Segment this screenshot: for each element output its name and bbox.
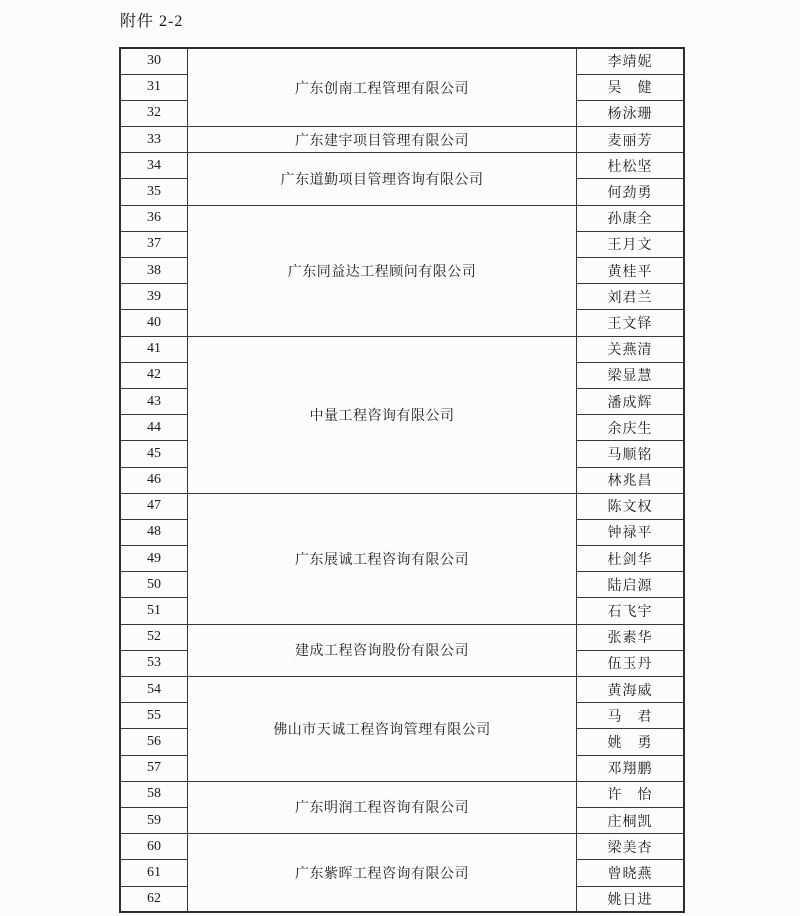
row-number-cell: 55 — [120, 703, 188, 729]
row-number-cell: 39 — [120, 284, 188, 310]
person-name-cell: 杜松坚 — [577, 153, 685, 179]
person-name-cell: 刘君兰 — [577, 284, 685, 310]
row-number-cell: 43 — [120, 388, 188, 414]
company-cell: 佛山市天诚工程咨询管理有限公司 — [188, 677, 577, 782]
person-name-cell: 陆启源 — [577, 572, 685, 598]
row-number-cell: 54 — [120, 677, 188, 703]
row-number-cell: 52 — [120, 624, 188, 650]
company-cell: 广东道勤项目管理咨询有限公司 — [188, 153, 577, 205]
company-cell: 广东明润工程咨询有限公司 — [188, 781, 577, 833]
person-name-cell: 梁美杏 — [577, 834, 685, 860]
person-name-cell: 杨泳珊 — [577, 100, 685, 126]
person-name-cell: 黄海威 — [577, 677, 685, 703]
row-number-cell: 38 — [120, 258, 188, 284]
person-name-cell: 姚日进 — [577, 886, 685, 912]
attachment-table-body — [120, 48, 684, 912]
table-row — [120, 677, 684, 703]
row-number-cell: 57 — [120, 755, 188, 781]
row-number-cell: 51 — [120, 598, 188, 624]
person-name-cell: 钟禄平 — [577, 519, 685, 545]
person-name-cell: 林兆昌 — [577, 467, 685, 493]
row-number-cell: 40 — [120, 310, 188, 336]
person-name-cell: 许 怡 — [577, 781, 685, 807]
person-name-cell: 王文铎 — [577, 310, 685, 336]
person-name-cell: 梁显慧 — [577, 362, 685, 388]
table-row — [120, 127, 684, 153]
person-name-cell: 石飞宇 — [577, 598, 685, 624]
row-number-cell: 44 — [120, 415, 188, 441]
person-name-cell: 王月文 — [577, 231, 685, 257]
row-number-cell: 60 — [120, 834, 188, 860]
row-number-cell: 46 — [120, 467, 188, 493]
person-name-cell: 吴 健 — [577, 74, 685, 100]
company-cell: 广东展诚工程咨询有限公司 — [188, 493, 577, 624]
row-number-cell: 59 — [120, 807, 188, 833]
person-name-cell: 麦丽芳 — [577, 127, 685, 153]
person-name-cell: 何劲勇 — [577, 179, 685, 205]
person-name-cell: 李靖妮 — [577, 48, 685, 74]
table-row — [120, 781, 684, 807]
person-name-cell: 关燕清 — [577, 336, 685, 362]
person-name-cell: 杜剑华 — [577, 546, 685, 572]
person-name-cell: 马顺铭 — [577, 441, 685, 467]
row-number-cell: 32 — [120, 100, 188, 126]
company-cell: 广东创南工程管理有限公司 — [188, 48, 577, 127]
person-name-cell: 邓翔鹏 — [577, 755, 685, 781]
table-row — [120, 48, 684, 74]
row-number-cell: 41 — [120, 336, 188, 362]
person-name-cell: 孙康全 — [577, 205, 685, 231]
row-number-cell: 30 — [120, 48, 188, 74]
row-number-cell: 48 — [120, 519, 188, 545]
row-number-cell: 53 — [120, 650, 188, 676]
row-number-cell: 36 — [120, 205, 188, 231]
row-number-cell: 33 — [120, 127, 188, 153]
row-number-cell: 61 — [120, 860, 188, 886]
person-name-cell: 马 君 — [577, 703, 685, 729]
company-cell: 广东同益达工程顾问有限公司 — [188, 205, 577, 336]
row-number-cell: 58 — [120, 781, 188, 807]
attachment-table — [119, 47, 685, 913]
table-row — [120, 205, 684, 231]
person-name-cell: 陈文权 — [577, 493, 685, 519]
row-number-cell: 50 — [120, 572, 188, 598]
row-number-cell: 49 — [120, 546, 188, 572]
row-number-cell: 42 — [120, 362, 188, 388]
person-name-cell: 庄桐凯 — [577, 807, 685, 833]
company-cell: 广东紫晖工程咨询有限公司 — [188, 834, 577, 913]
person-name-cell: 伍玉丹 — [577, 650, 685, 676]
person-name-cell: 曾晓燕 — [577, 860, 685, 886]
table-row — [120, 153, 684, 179]
company-cell: 建成工程咨询股份有限公司 — [188, 624, 577, 676]
company-cell: 广东建宇项目管理有限公司 — [188, 127, 577, 153]
person-name-cell: 姚 勇 — [577, 729, 685, 755]
row-number-cell: 45 — [120, 441, 188, 467]
row-number-cell: 62 — [120, 886, 188, 912]
company-cell: 中量工程咨询有限公司 — [188, 336, 577, 493]
attachment-title: 附件 2-2 — [120, 13, 184, 30]
row-number-cell: 47 — [120, 493, 188, 519]
row-number-cell: 31 — [120, 74, 188, 100]
person-name-cell: 余庆生 — [577, 415, 685, 441]
row-number-cell: 56 — [120, 729, 188, 755]
table-row — [120, 493, 684, 519]
person-name-cell: 潘成辉 — [577, 388, 685, 414]
row-number-cell: 37 — [120, 231, 188, 257]
person-name-cell: 黄桂平 — [577, 258, 685, 284]
table-row — [120, 624, 684, 650]
row-number-cell: 35 — [120, 179, 188, 205]
table-row — [120, 834, 684, 860]
person-name-cell: 张素华 — [577, 624, 685, 650]
table-row — [120, 336, 684, 362]
row-number-cell: 34 — [120, 153, 188, 179]
